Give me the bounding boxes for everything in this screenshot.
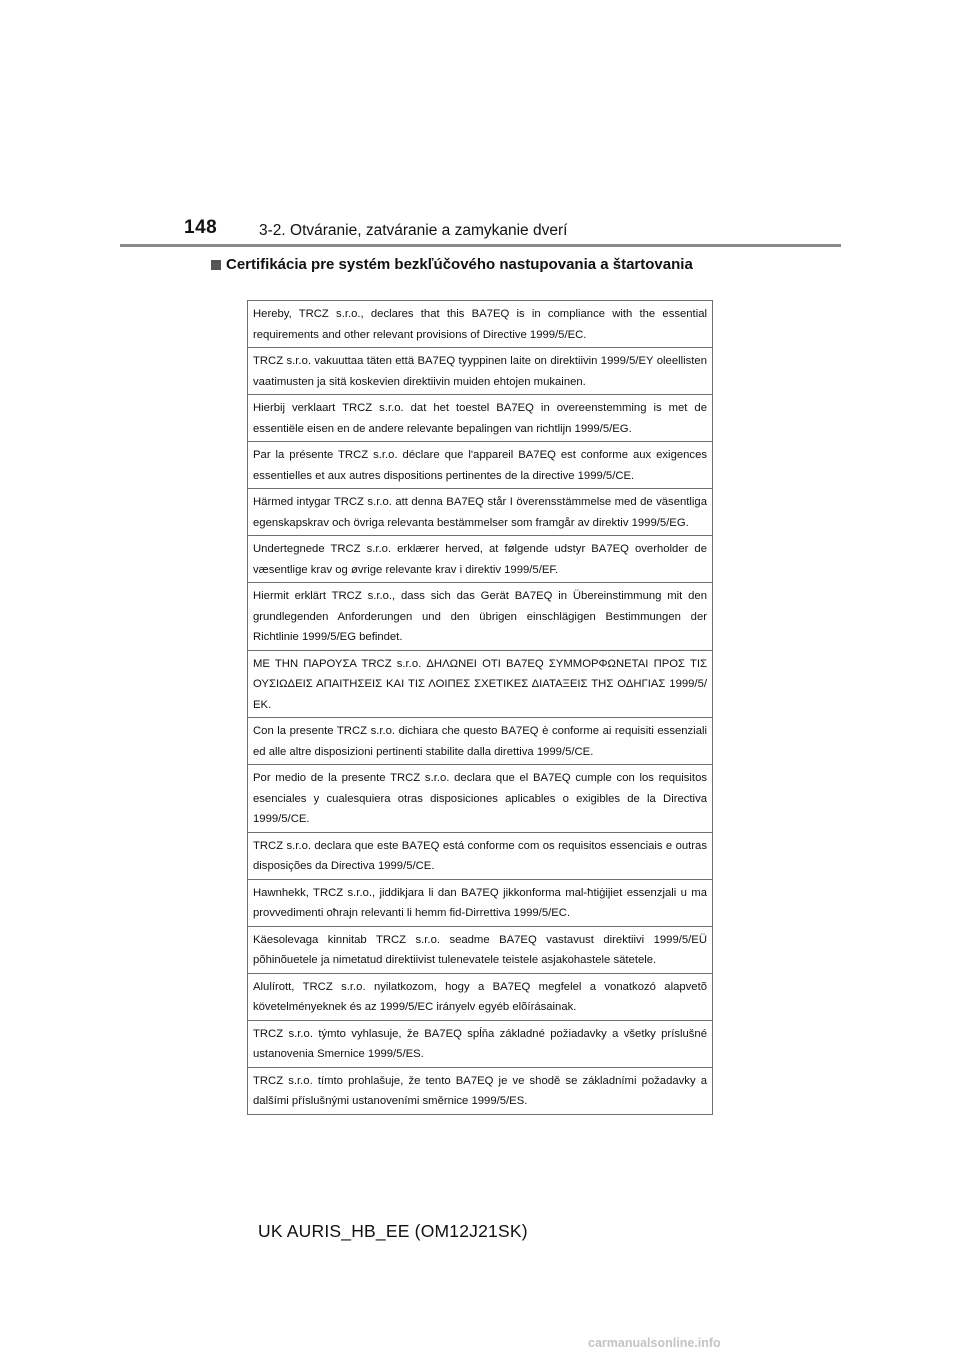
declaration-es: Por medio de la presente TRCZ s.r.o. declara que el BA7EQ cumple con los requisitos esenciales y cualesquiera otras disposiciones aplicables o exigibles de la Directiva 1999/5/CE. [248, 765, 713, 833]
table-row [248, 1067, 713, 1114]
table-row [248, 879, 713, 926]
declaration-en: Hereby, TRCZ s.r.o., declares that this BA7EQ is in compliance with the essential requirements and other relevant provisions of Directive 1999/5/EC. [248, 301, 713, 348]
table-row [248, 583, 713, 651]
footer-manual-code: UK AURIS_HB_EE (OM12J21SK) [258, 1221, 528, 1241]
section-heading [211, 256, 693, 273]
declaration-it: Con la presente TRCZ s.r.o. dichiara che questo BA7EQ è conforme ai requisiti essenziali ed alle altre disposizioni pertinenti stabilite dalla direttiva 1999/5/CE. [248, 718, 713, 765]
declaration-hu: Alulírott, TRCZ s.r.o. nyilatkozom, hogy a BA7EQ megfelel a vonatkozó alapvetõ követelményeknek és az 1999/5/EC irányelv egyéb elõírásainak. [248, 973, 713, 1020]
table-row [248, 718, 713, 765]
table-row [248, 536, 713, 583]
table-row [248, 489, 713, 536]
table-row [248, 832, 713, 879]
declaration-pt: TRCZ s.r.o. declara que este BA7EQ está conforme com os requisitos essenciais e outras disposições da Directiva 1999/5/CE. [248, 832, 713, 879]
table-row [248, 765, 713, 833]
declaration-de: Hiermit erklärt TRCZ s.r.o., dass sich das Gerät BA7EQ in Übereinstimmung mit den grundlegenden Anforderungen und den übrigen einschlägigen Bestimmungen der Richtlinie 1999/5/EG befindet. [248, 583, 713, 651]
declarations-table [247, 300, 713, 1115]
table-row [248, 973, 713, 1020]
declaration-sv: Härmed intygar TRCZ s.r.o. att denna BA7EQ står I överensstämmelse med de väsentliga egenskapskrav och övriga relevanta bestämmelser som framgår av direktiv 1999/5/EG. [248, 489, 713, 536]
table-row [248, 348, 713, 395]
declaration-el: ΜΕ ΤΗΝ ΠΑΡΟΥΣΑ TRCZ s.r.o. ΔΗΛΩΝΕΙ ΟΤΙ BA7EQ ΣΥΜΜΟΡΦΩΝΕΤΑΙ ΠΡΟΣ ΤΙΣ ΟΥΣΙΩΔΕΙΣ ΑΠΑΙΤΗΣΕΙΣ ΚΑΙ ΤΙΣ ΛΟΙΠΕΣ ΣΧΕΤΙΚΕΣ ΔΙΑΤΑΞΕΙΣ ΤΗΣ ΟΔΗΓΙΑΣ 1999/5/ΕΚ. [248, 650, 713, 718]
table-row [248, 395, 713, 442]
declaration-da: Undertegnede TRCZ s.r.o. erklærer herved, at følgende udstyr BA7EQ overholder de væsentlige krav og øvrige relevante krav i direktiv 1999/5/EF. [248, 536, 713, 583]
section-heading-text: Certifikácia pre systém bezkľúčového nastupovania a štartovania [226, 256, 693, 273]
header-rule [120, 244, 841, 247]
section-title: 3-2. Otváranie, zatváranie a zamykanie dverí [259, 222, 568, 239]
table-row [248, 650, 713, 718]
watermark: carmanualsonline.info [588, 1336, 721, 1350]
declaration-sk: TRCZ s.r.o. týmto vyhlasuje, že BA7EQ spĺňa základné požiadavky a všetky príslušné ustanovenia Smernice 1999/5/ES. [248, 1020, 713, 1067]
square-bullet-icon [211, 260, 221, 270]
declaration-mt: Hawnhekk, TRCZ s.r.o., jiddikjara li dan BA7EQ jikkonforma mal-ħtiġijiet essenzjali u ma provvedimenti oħrajn relevanti li hemm fid-Dirrettiva 1999/5/EC. [248, 879, 713, 926]
table-row [248, 926, 713, 973]
declaration-fr: Par la présente TRCZ s.r.o. déclare que l'appareil BA7EQ est conforme aux exigences essentielles et aux autres dispositions pertinentes de la directive 1999/5/CE. [248, 442, 713, 489]
table-row [248, 442, 713, 489]
declaration-et: Käesolevaga kinnitab TRCZ s.r.o. seadme BA7EQ vastavust direktiivi 1999/5/EÜ põhinõuetele ja nimetatud direktiivist tulenevatele teistele asjakohastele sätetele. [248, 926, 713, 973]
table-row [248, 301, 713, 348]
declaration-cs: TRCZ s.r.o. tímto prohlašuje, že tento BA7EQ je ve shodě se základními požadavky a dalšími příslušnými ustanoveními směrnice 1999/5/ES. [248, 1067, 713, 1114]
declaration-nl: Hierbij verklaart TRCZ s.r.o. dat het toestel BA7EQ in overeenstemming is met de essentiële eisen en de andere relevante bepalingen van richtlijn 1999/5/EG. [248, 395, 713, 442]
page-number: 148 [184, 217, 218, 238]
declaration-fi: TRCZ s.r.o. vakuuttaa täten että BA7EQ tyyppinen laite on direktiivin 1999/5/EY oleellisten vaatimusten ja sitä koskevien direktiivin muiden ehtojen mukainen. [248, 348, 713, 395]
table-row [248, 1020, 713, 1067]
